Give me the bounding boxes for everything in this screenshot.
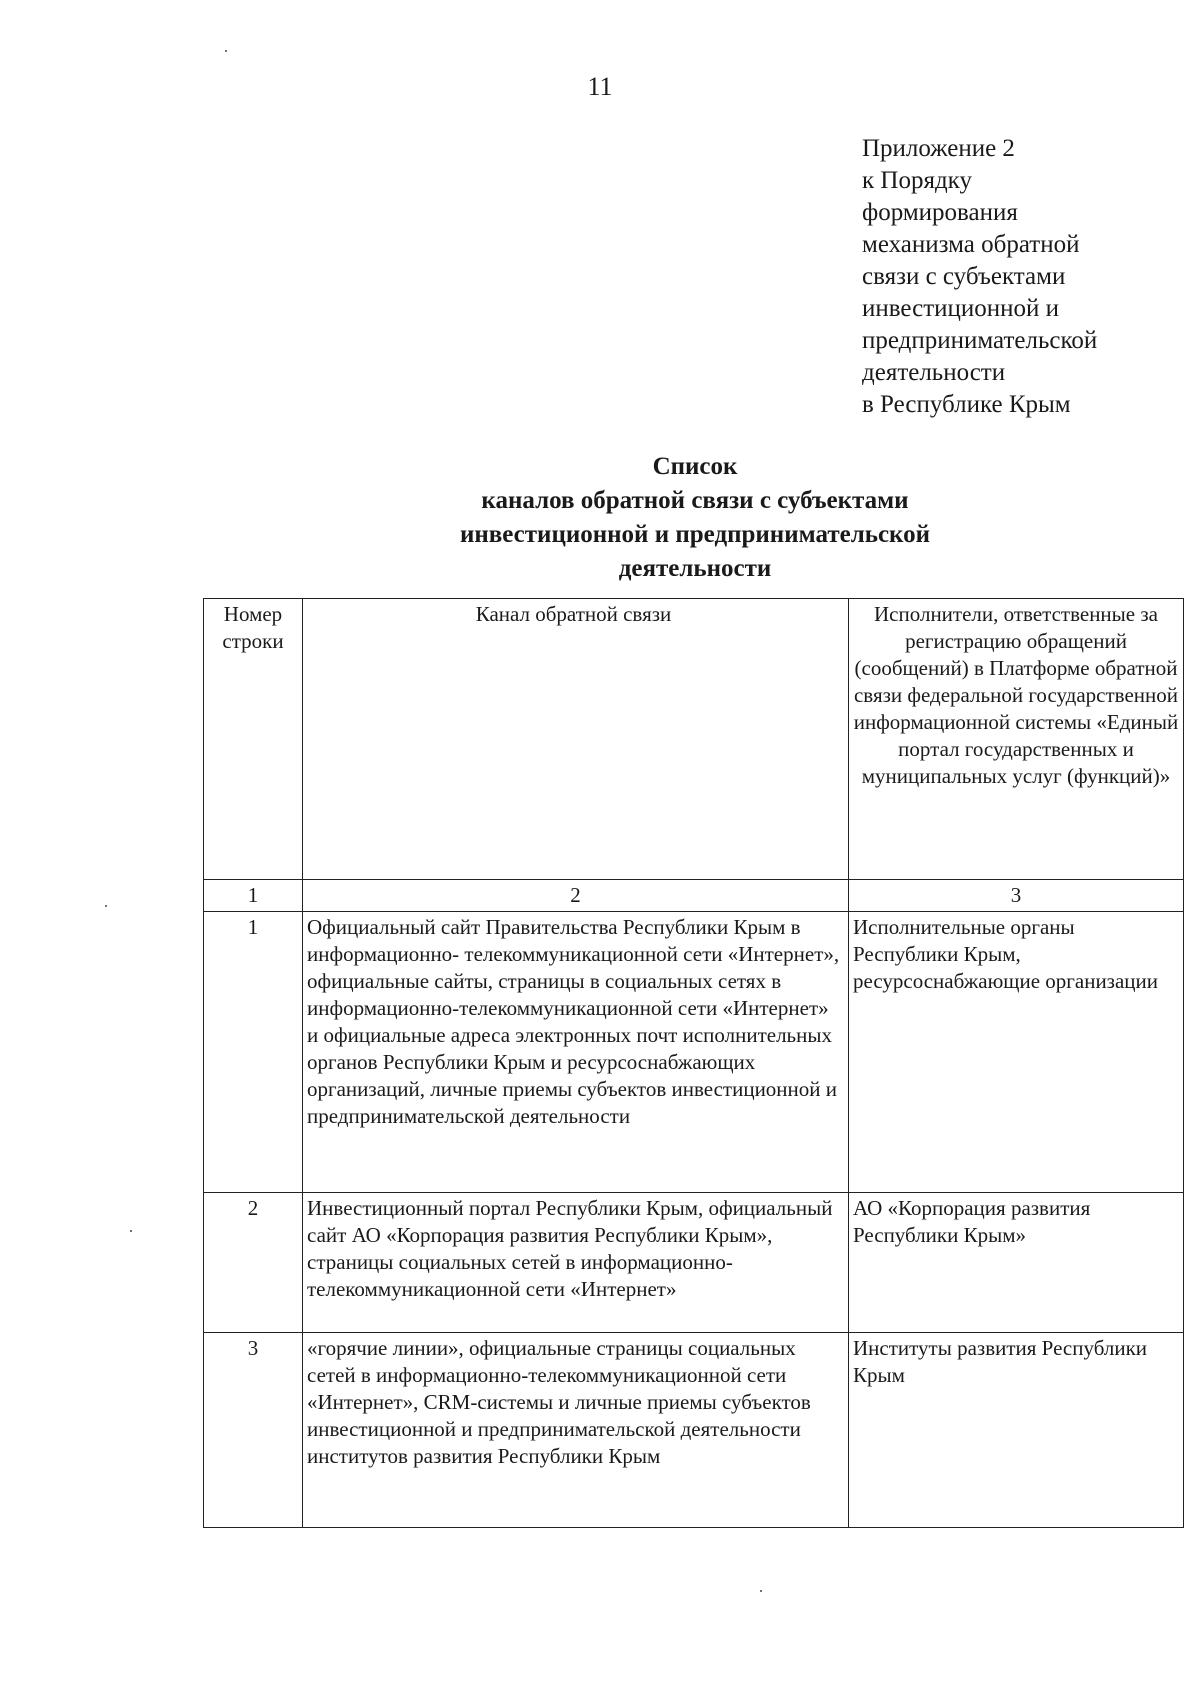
row-number: 2 [204, 1193, 303, 1333]
annex-line: инвестиционной и [862, 295, 1060, 322]
document-title [300, 450, 1090, 586]
header-channel: Канал обратной связи [303, 599, 849, 880]
annex-line: формирования [862, 199, 1018, 226]
row-number: 1 [204, 912, 303, 1193]
column-number: 3 [849, 880, 1184, 912]
column-number: 2 [303, 880, 849, 912]
table-row [204, 1193, 1184, 1333]
annex-line: предпринимательской [862, 327, 1098, 354]
channel-cell: Инвестиционный портал Республики Крым, официальный сайт АО «Корпорация развития Республики Крым», страницы социальных сетей в информационно-телекоммуникационной сети «Интернет» [303, 1193, 849, 1333]
scan-speck [105, 905, 107, 907]
header-executors: Исполнители, ответственные за регистрацию обращений (сообщений) в Платформе обратной связи федеральной государственной информационной системы «Единый портал государственных и муниципальных услуг (функций)» [849, 599, 1184, 880]
annex-line: Приложение 2 [862, 135, 1015, 162]
table-header-row [204, 599, 1184, 880]
title-line: каналов обратной связи с субъектами [481, 487, 909, 514]
annex-line: в Республике Крым [862, 391, 1071, 418]
header-row-number: Номер строки [204, 599, 303, 880]
title-line: инвестиционной и предпринимательской [459, 521, 931, 548]
annex-line: к Порядку [862, 167, 972, 194]
column-numbers-row [204, 880, 1184, 912]
page-number: 11 [587, 72, 613, 101]
annex-block [862, 133, 1182, 421]
channel-cell: Официальный сайт Правительства Республики Крым в информационно- телекоммуникационной сети «Интернет», официальные сайты, страницы в социальных сетях в информационно-телекоммуникационной сети «Интернет» и официальные адреса электронных почт исполнительных органов Республики Крым и ресурсоснабжающих организаций, личные приемы субъектов инвестиционной и предпринимательской деятельности [303, 912, 849, 1193]
scan-speck [130, 1230, 132, 1232]
row-number: 3 [204, 1333, 303, 1528]
scan-speck [760, 1590, 762, 1592]
scan-speck [225, 50, 227, 52]
table-row [204, 912, 1184, 1193]
annex-line: механизма обратной [862, 231, 1080, 258]
executors-cell: АО «Корпорация развития Республики Крым» [849, 1193, 1184, 1333]
annex-line: деятельности [862, 359, 1006, 386]
feedback-channels-table [203, 598, 1184, 1528]
executors-cell: Исполнительные органы Республики Крым, ресурсоснабжающие организации [849, 912, 1184, 1193]
column-number: 1 [204, 880, 303, 912]
table-row [204, 1333, 1184, 1528]
title-line: деятельности [618, 555, 772, 582]
title-line: Список [652, 453, 738, 480]
channel-cell: «горячие линии», официальные страницы социальных сетей в информационно-телекоммуникационной сети «Интернет», CRM-системы и личные приемы субъектов инвестиционной и предпринимательской деятельности институтов развития Республики Крым [303, 1333, 849, 1528]
executors-cell: Институты развития Республики Крым [849, 1333, 1184, 1528]
annex-line: связи с субъектами [862, 263, 1066, 290]
